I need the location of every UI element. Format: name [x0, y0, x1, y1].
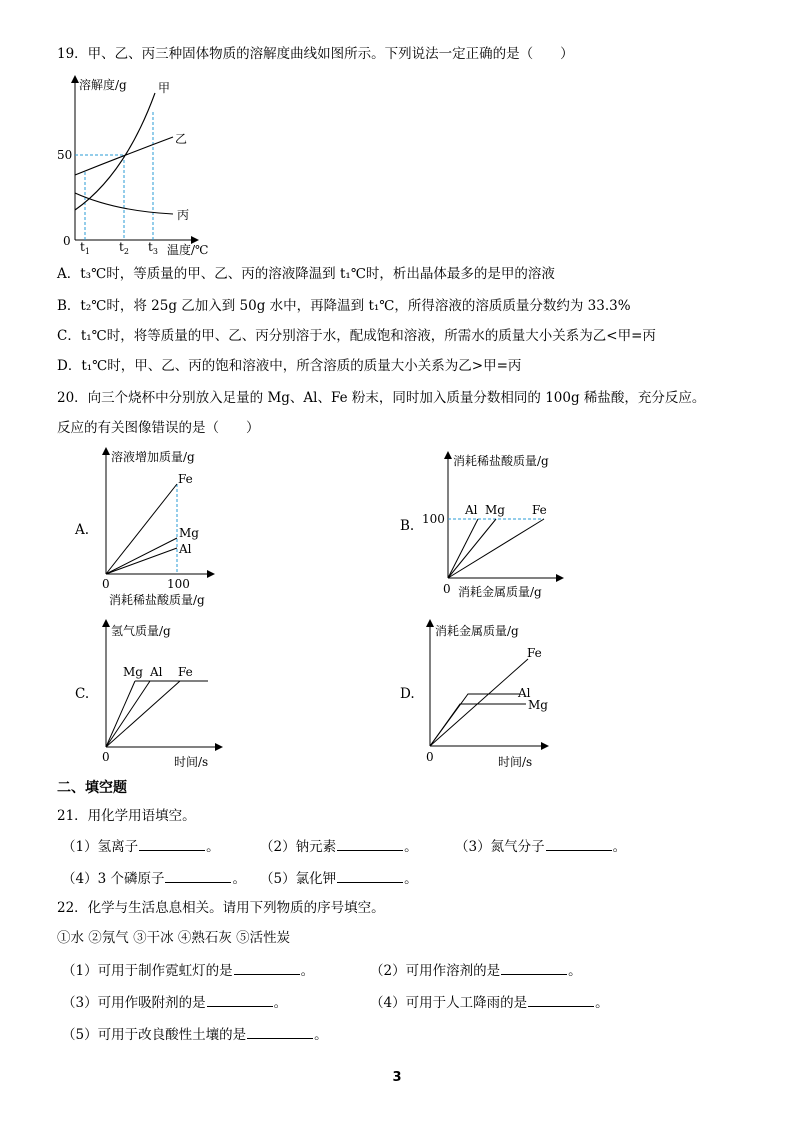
q22-item-1: （1）可用于制作霓虹灯的是 。 — [62, 960, 314, 981]
graph-c-origin: 0 — [102, 750, 110, 764]
graph-b-origin: 0 — [443, 582, 451, 596]
graph-c-line-mg — [106, 681, 135, 747]
graph-c-label-fe: Fe — [178, 665, 193, 679]
q22-item-2: （2）可用作溶剂的是 。 — [370, 960, 582, 981]
q20-stem-line2: 反应的有关图像错误的是（ ） — [57, 420, 260, 436]
q22-item-5: （5）可用于改良酸性土壤的是 。 — [62, 1024, 328, 1045]
q19-stem: 19．甲、乙、丙三种固体物质的溶解度曲线如图所示。下列说法一定正确的是（ ） — [57, 46, 574, 62]
x-tick-t2: $t_2$ — [119, 240, 129, 256]
graph-a-xlabel: 消耗稀盐酸质量/g — [109, 593, 205, 607]
curve-jia — [75, 93, 155, 210]
graph-a-line-mg — [106, 538, 177, 574]
graph-c-label-al: Al — [150, 665, 163, 679]
graph-a-xtick-100: 100 — [167, 577, 190, 591]
x-axis-label: 温度/℃ — [167, 243, 209, 257]
q21-item-1: （1）氢离子 。 — [62, 836, 220, 857]
q21-item-5: （5）氯化钾 。 — [260, 868, 418, 889]
section-2-heading: 二、填空题 — [57, 780, 127, 796]
answer-blank[interactable] — [337, 868, 403, 883]
graph-d — [420, 620, 570, 772]
q22-stem: 22．化学与生活息息相关。请用下列物质的序号填空。 — [57, 900, 385, 916]
graph-a-label-mg: Mg — [179, 526, 199, 540]
graph-b-label: B. — [400, 518, 415, 534]
graph-b-xlabel: 消耗金属质量/g — [458, 585, 542, 599]
graph-d-label-mg: Mg — [528, 698, 548, 712]
graph-d-line-al — [430, 694, 520, 746]
q22-item-3: （3）可用作吸附剂的是 。 — [62, 992, 287, 1013]
graph-d-label-fe: Fe — [527, 646, 542, 660]
origin-label: 0 — [63, 234, 71, 248]
graph-d-xlabel: 时间/s — [498, 755, 533, 769]
graph-d-line-mg — [430, 704, 526, 746]
q22-substances: ①水 ②氖气 ③干冰 ④熟石灰 ⑤活性炭 — [57, 930, 291, 946]
graph-d-line-fe — [430, 659, 528, 746]
graph-b-line-fe — [448, 519, 544, 578]
graph-c-xlabel: 时间/s — [174, 755, 209, 769]
answer-blank[interactable] — [234, 960, 300, 975]
y-axis-label: 溶解度/g — [79, 78, 127, 92]
answer-blank[interactable] — [139, 836, 205, 851]
graph-a-origin: 0 — [102, 577, 110, 591]
graph-a-label-al: Al — [179, 542, 192, 556]
answer-blank[interactable] — [528, 992, 594, 1007]
graph-b-label-al: Al — [465, 503, 478, 517]
y-tick-50: 50 — [57, 148, 73, 162]
graph-d-origin: 0 — [426, 750, 434, 764]
graph-b-line-mg — [448, 519, 496, 578]
graph-a-label-fe: Fe — [178, 472, 193, 486]
answer-blank[interactable] — [207, 992, 273, 1007]
q19-option-b: B．t₂℃时，将 25g 乙加入到 50g 水中，再降温到 t₁℃，所得溶液的溶质质量分数约为 33.3% — [57, 298, 631, 314]
q20-stem-line1: 20．向三个烧杯中分别放入足量的 Mg、Al、Fe 粉末，同时加入质量分数相同的 100g 稀盐酸，充分反应。 — [57, 390, 706, 406]
answer-blank[interactable] — [165, 868, 231, 883]
graph-c-label: C. — [75, 686, 90, 702]
q21-item-2: （2）钠元素 。 — [260, 836, 418, 857]
answer-blank[interactable] — [337, 836, 403, 851]
graph-c — [95, 620, 225, 772]
x-tick-t3: $t_3$ — [148, 240, 158, 256]
series-label-bing: 丙 — [177, 208, 190, 222]
q19-option-a: A．t₃℃时，等质量的甲、乙、丙的溶液降温到 t₁℃时，析出晶体最多的是甲的溶液 — [57, 266, 555, 282]
graph-a — [95, 448, 225, 608]
solubility-chart — [55, 75, 225, 260]
x-tick-t1: $t_1$ — [80, 240, 90, 256]
q21-item-3: （3）氮气分子 。 — [455, 836, 626, 857]
graph-a-ylabel: 溶液增加质量/g — [111, 450, 195, 464]
curve-yi — [75, 137, 173, 175]
graph-b-ylabel: 消耗稀盐酸质量/g — [453, 454, 549, 468]
graph-c-ylabel: 氢气质量/g — [111, 624, 171, 638]
series-label-jia: 甲 — [158, 81, 171, 95]
answer-blank[interactable] — [501, 960, 567, 975]
graph-d-ylabel: 消耗金属质量/g — [435, 624, 519, 638]
q19-option-d: D．t₁℃时，甲、乙、丙的饱和溶液中，所含溶质的质量大小关系为乙>甲=丙 — [57, 358, 522, 374]
graph-b-ytick-100: 100 — [422, 512, 445, 526]
q19-option-c: C．t₁℃时，将等质量的甲、乙、丙分别溶于水，配成饱和溶液，所需水的质量大小关系为乙<甲=丙 — [57, 328, 656, 344]
graph-a-label: A. — [75, 522, 90, 538]
graph-d-label-al: Al — [518, 686, 531, 700]
answer-blank[interactable] — [247, 1024, 313, 1039]
q22-item-4: （4）可用于人工降雨的是 。 — [370, 992, 609, 1013]
graph-d-label: D. — [400, 686, 415, 702]
q21-item-4: （4）3 个磷原子 。 — [62, 868, 246, 889]
graph-b — [420, 450, 570, 605]
page-number: 3 — [392, 1070, 402, 1085]
series-label-yi: 乙 — [175, 132, 188, 146]
q21-stem: 21．用化学用语填空。 — [57, 808, 196, 824]
graph-b-label-mg: Mg — [485, 503, 505, 517]
graph-b-label-fe: Fe — [532, 503, 547, 517]
graph-c-label-mg: Mg — [123, 665, 143, 679]
answer-blank[interactable] — [546, 836, 612, 851]
